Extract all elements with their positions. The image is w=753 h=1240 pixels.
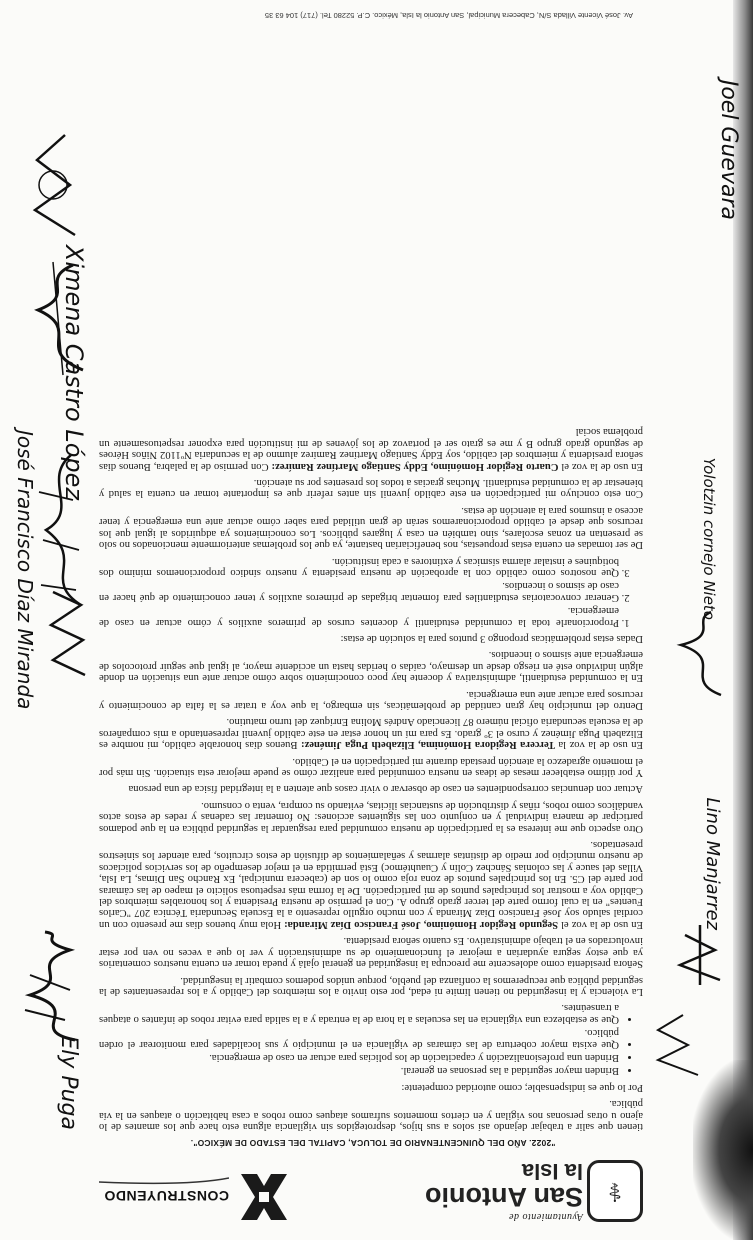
- list-item: 3. Que nosotros como cabildo con la aprobación de nuestra presidenta y nuestro síndico proporcionemos mínimo dos botiquines e instalar alarma sísmicas y extintores a cada institución.: [99, 555, 619, 578]
- signature-lino: Lino Manjarrez: [702, 797, 723, 930]
- construyendo-logo: [83, 1162, 293, 1226]
- signature-joel: Joel Guevara: [716, 79, 741, 220]
- paragraph: Con esto concluyo mi participación en este cabildo juvenil sin antes referir que es importante tomar en cuenta la salud y bienestar de la comunidad estudiantil. Muchas gracias a todos los presentes por su atención.: [99, 477, 643, 500]
- paragraph: Señora presidenta como adolescente me preocupa la inseguridad en general ojalá y pueda tomar en cuenta nuestros comentarios ya que estoy segura ayudarían a mejorar el funcionamiento de su administración y ver lo que a veces no ven por estar involucrados en el trabajo administrativo. Es cuanto señora presidenta.: [99, 935, 643, 970]
- list-item: • Brinden mayor seguridad a las personas en general.: [99, 1065, 619, 1076]
- signature-scribble-icon: [15, 930, 85, 1050]
- text-run: En uso de la voz el: [558, 460, 643, 472]
- logo-title-line2: la Isla: [521, 1159, 583, 1184]
- bullet-list: [99, 1002, 643, 1076]
- municipality-logo: [423, 1159, 643, 1226]
- speaker-name: Segundo Regidor Homónimo, José Francisco Díaz Miranda:: [284, 918, 559, 930]
- paragraph: Dentro del municipio hay gran cantidad de problemáticas, sin embargo, la que voy a tratar es la falta de conocimiento y recursos para actuar ante una emergencia.: [99, 688, 643, 711]
- paragraph: Dadas estas problemáticas propongo 3 puntos para la solución de estas:: [340, 632, 643, 644]
- paragraph: [99, 839, 643, 930]
- paragraph: tienen que salir a trabajar dejando así solos a sus hijos, desprotegidos sin vigilancia alguna esto hace que los amantes de lo ajeno u otras personas nos vigilan y en ciertos momentos suframos ataques como robos a casa habitación o ataques en la vía pública.: [99, 1098, 643, 1132]
- signature-jose-francisco: José Francisco Díaz Miranda: [13, 430, 37, 710]
- text-run: En uso de la voz la: [554, 739, 643, 751]
- logo-title-line1: San Antonio: [425, 1182, 583, 1212]
- list-item: • Brinden una profesionalización y capacitación de los policías para actuar en caso de emergencia.: [99, 1052, 619, 1063]
- letterhead-footer: Av. José Vicente Villada S/N, Cabecera Municipal, San Antonio la Isla, México. C.P. 52280 Tel. (717) 104 63 35: [264, 11, 633, 20]
- scanner-shadow: [693, 1060, 753, 1240]
- swoosh-icon: [99, 1176, 229, 1186]
- paragraph: Por lo que es indispensable; como autoridad competente:: [401, 1081, 643, 1093]
- speaker-name: Cuarto Regidor Homónimo, Eddy Santiago Martínez Ramírez:: [271, 460, 559, 472]
- text-run: Buenos días honorable cabildo, mi nombre es Elizabeth Puga Jiménez y curso el 3º grado. Es para mí un honor estar en este cabildo juvenil representando a mis compañeros de la escuela secundaria oficial número 87 licenciado Andrés Molina Enríquez del turno matutino.: [99, 716, 643, 751]
- signature-scribble-icon: [653, 1010, 703, 1080]
- signature-scribble-icon: [671, 610, 731, 700]
- signature-ximena: Ximena Castro López: [60, 244, 88, 500]
- logo-title: [425, 1158, 583, 1210]
- paragraph: En la comunidad estudiantil, administrativa y docente hay poco conocimiento sobre cómo actuar ante una situación en donde algún individuo esté en riesgo desde un desmayo, caídas o heridas hasta un accidente mayor, al igual que seguir protocolos de emergencia ante sismos o incendios.: [99, 649, 643, 684]
- signature-yolotzin: Yolotzin cornejo Nieto: [700, 457, 718, 620]
- text-run: Con permiso de la palabra, Buenos días señora presidenta y miembros del cabildo, soy Eddy Santiago Martínez Ramírez alumno de la secundaria Nº1102 Niños Héroes de segundo grado grupo B y me es grato ser el portavoz de los jóvenes de mi institución para exponer respetuosamente un problema social: [99, 426, 643, 472]
- letterhead: [83, 1156, 643, 1226]
- municipal-seal-icon: ⚕: [587, 1160, 643, 1222]
- paragraph: Actuar con denuncias correspondientes en caso de observar o vivir casos que atenten a la integridad física de una persona: [128, 783, 643, 795]
- paragraph: Otro aspecto que me interesa es la participación de nuestra comunidad para resguardar la seguridad pública en la que podamos participar de manera individual y en conjunto con las siguientes acciones: No fomentar las cadenas y redes de estos actos vandálicos como robos, riñas y distribución de sustancias ilícitas, evitando su compra, venta o consumo.: [99, 799, 643, 834]
- list-item: • Que se establezca una vigilancia en las escuelas a la hora de la entrada y a la salida para evitar robos de infantes o ataques a transeúntes.: [99, 1002, 619, 1025]
- text-run: En uso de la voz el: [558, 918, 643, 930]
- paragraph: Y por último establecer mesas de ideas en nuestra comunidad para analizar cómo se puede mejorar esta situación. Sin más por el momento agradezco la atención prestada durante mi participación en el Cabildo.: [99, 755, 643, 779]
- list-item: 2. Generar convocatorias estudiantiles para fomentar brigadas de primeros auxilios y tener conocimiento de qué hacer en caso de sismos o incendios.: [99, 580, 619, 603]
- list-item: 1. Proporcionarle toda la comunidad estudiantil y docentes cursos de primeros auxilios y cómo actuar en caso de emergencia.: [99, 605, 619, 628]
- signature-ely-puga: Ely Puga: [56, 1035, 81, 1130]
- construyendo-text: CONSTRUYENDO: [103, 1188, 229, 1204]
- signature-scribble-icon: [25, 130, 85, 240]
- speaker-name: Tercera Regidora Homónima, Elizabeth Puga Jiménez:: [301, 739, 555, 751]
- text-run: Hola muy buenos días me presento con un cordial saludo soy José Francisco Díaz Miranda y con mucho orgullo represento a la Escuela Secundaria Técnica 207 "Carlos Fuentes" en la cual formo parte del tercer grado grupo A. Con el permiso de nuestra Presidenta y los honorables miembros del Cabildo voy a mostrar los principales puntos de mi participación. De la forma más respetuosa solicito el mapeo de las cámaras por parte del C5. En los principales puntos de zona roja como lo son de (cabecera municipal, Ex Rancho San Dimas, La Isla, Villas del sauce y las colonias Sánchez Colín y Cuauhtémoc) Está permitida en el mejor desempeño de los servicios policíacos de nuestro municipio por medio de distintas alarmas y señalamientos de difusión de estos circuitos, para atender los siniestros presentados.: [99, 839, 643, 930]
- x-mark-icon: [235, 1168, 293, 1226]
- paragraph: De ser tomadas en cuenta estas propuestas, nos beneficiarían bastante, ya que los problemas anteriormente mencionados no solo se presentan en zonas escolares, sino también en casa y lugares públicos. Los conocimientos ya adquiridos al igual que los recursos que desde el cabildo proporcionaremos serán de gran utilidad para saber cómo actuar ante una emergencia y tener acceso a insumos para la atención de estas.: [99, 504, 643, 551]
- paragraph: La violencia y la inseguridad no tienen límite ni edad, por esto invito a los miembros del Cabildo y a los representantes de la seguridad pública que recuperemos la confianza del pueblo, porque unidos podemos combatir la inseguridad.: [99, 974, 643, 997]
- signature-scribble-icon: [675, 920, 725, 990]
- year-motto: "2022. AÑO DEL QUINCENTENARIO DE TOLUCA, CAPITAL DEL ESTADO DE MÉXICO".: [190, 1138, 556, 1148]
- list-item: • Que exista mayor cobertura de las cámaras de vigilancia en el municipio y sus localidades para monitorear el orden público.: [99, 1027, 619, 1050]
- logo-subtitle: Ayuntamiento de: [508, 1211, 583, 1222]
